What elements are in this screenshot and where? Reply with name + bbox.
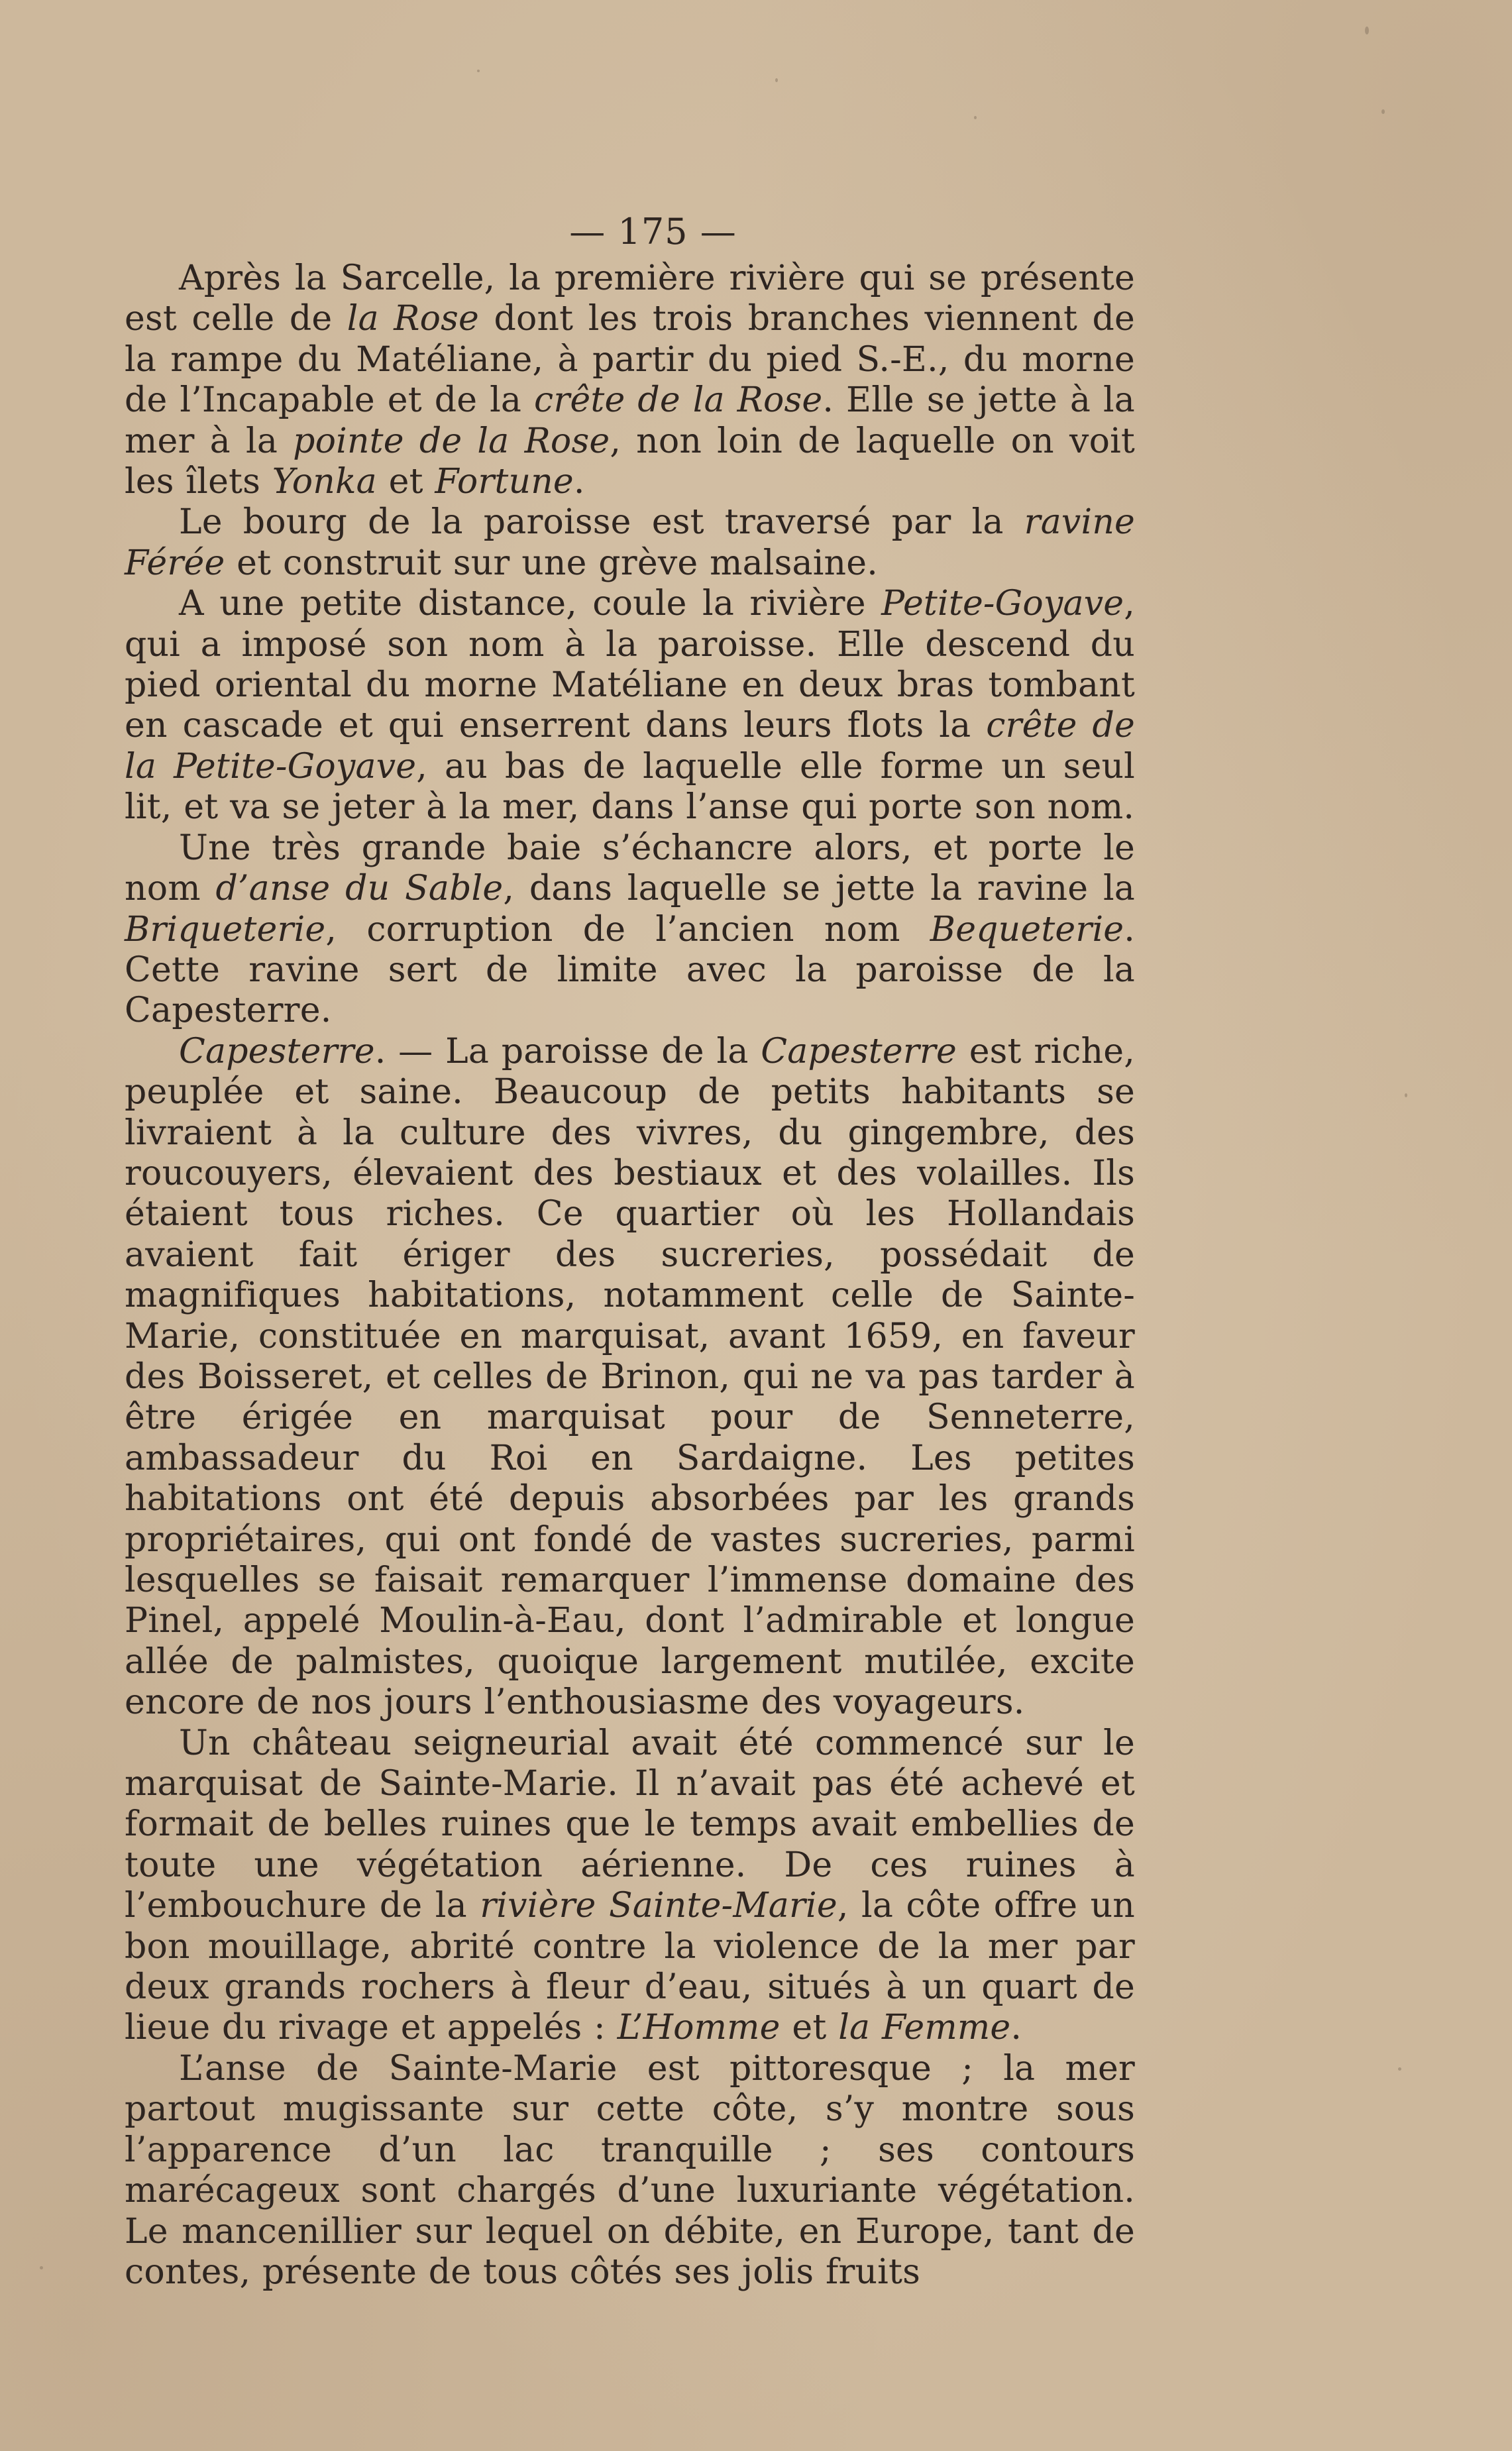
italic-run: Capesterre xyxy=(761,1031,957,1071)
italic-run: la Rose xyxy=(347,299,480,339)
italic-run: L’Homme xyxy=(617,2008,781,2048)
italic-run: Petite-Goyave xyxy=(881,584,1124,624)
text-run: . xyxy=(1010,2008,1022,2048)
text-run: . Elle se jette à la mer à la xyxy=(125,380,1136,461)
paragraph xyxy=(125,828,1135,1032)
text-run: Une très grande baie s’échancre alors, et porte le nom xyxy=(125,828,1135,909)
body-text xyxy=(125,258,1135,2293)
paper-speck xyxy=(477,70,480,72)
paper-speck xyxy=(1398,2067,1401,2071)
text-run: , non loin de laquelle on voit les îlets xyxy=(125,421,1136,502)
text-run: , dans laquelle se jette la ravine la xyxy=(503,869,1135,909)
paragraph xyxy=(125,258,1135,502)
italic-run: Bequeterie xyxy=(930,909,1124,950)
text-run: L’anse de Sainte-Marie est pittoresque ; la mer partout mugissante sur cette côte, s’y montre sous l’apparence d’un lac tranquille ; ses contours marécageux sont chargés d’une luxuriante végétation. Le mancenillier sur lequel on débite, en Europe, tant de contes, présente de tous côtés ses jolis fruits xyxy=(125,2048,1135,2292)
paper-speck xyxy=(775,78,778,82)
italic-run: ravine Férée xyxy=(125,502,1135,583)
italic-run: Capesterre xyxy=(179,1031,375,1071)
paragraph xyxy=(125,502,1135,584)
page-content xyxy=(125,212,1135,2293)
paragraph xyxy=(125,1032,1135,1723)
italic-run: rivière Sainte-Marie xyxy=(480,1886,837,1926)
paragraph xyxy=(125,1723,1135,2049)
paper-speck xyxy=(40,2266,43,2269)
italic-run: crête de la Rose xyxy=(534,380,823,421)
paragraph xyxy=(125,2049,1135,2293)
italic-run: Briqueterie xyxy=(125,909,326,950)
italic-run: la Femme xyxy=(838,2008,1011,2048)
italic-run: crête de la Petite-Goyave xyxy=(125,706,1135,787)
text-run: A une petite distance, coule la rivière xyxy=(179,584,882,624)
text-run: Le bourg de la paroisse est traversé par la xyxy=(179,502,1024,543)
text-run: . — La paroisse de la xyxy=(374,1031,761,1071)
text-run: , corruption de l’ancien nom xyxy=(325,909,930,950)
text-run: est riche, peuplée et saine. Beaucoup de petits habitants se livraient à la culture des vivres, du gingembre, des roucouyers, élevaient des bestiaux et des volailles. Ils étaient tous riches. Ce quartier où les Hollandais avaient fait ériger des sucreries, possédait de magnifiques habitations, notamment celle de Sainte-Marie, constituée en marquisat, avant 1659, en faveur des Boisseret, et celles de Brinon, qui ne va pas tarder à être érigée en marquisat pour de Senneterre, ambassadeur du Roi en Sardaigne. Les petites habitations ont été depuis absorbées par les grands propriétaires, qui ont fondé de vastes sucreries, parmi lesquelles se faisait remarquer l’immense domaine des Pinel, appelé Moulin-à-Eau, dont l’admirable et longue allée de palmistes, quoique largement mutilée, excite encore de nos jours l’enthousiasme des voyageurs. xyxy=(125,1031,1135,1723)
text-run: . Cette ravine sert de limite avec la paroisse de la Capesterre. xyxy=(125,909,1135,1031)
text-run: et construit sur une grève malsaine. xyxy=(225,543,878,583)
text-run: Après la Sarcelle, la première rivière qui se présente est celle de xyxy=(125,258,1135,339)
italic-run: d’anse du Sable xyxy=(215,869,504,909)
text-run: . xyxy=(573,462,585,502)
paper-speck xyxy=(1405,1093,1407,1097)
text-run: Un château seigneurial avait été commencé sur le marquisat de Sainte-Marie. Il n’avait pas été achevé et formait de belles ruines que le temps avait embellies de toute une végétation aérienne. De ces ruines à l’embouchure de la xyxy=(125,1723,1135,1926)
text-run: et xyxy=(376,462,435,502)
paper-speck xyxy=(1381,109,1385,114)
text-run: , au bas de laquelle elle forme un seul lit, et va se jeter à la mer, dans l’anse qui porte son nom. xyxy=(125,746,1136,828)
paper-speck xyxy=(974,116,977,119)
text-run: et xyxy=(780,2008,839,2048)
paragraph xyxy=(125,584,1135,828)
italic-run: Yonka xyxy=(272,462,377,502)
italic-run: Fortune xyxy=(435,462,574,502)
page-number: — 175 — xyxy=(569,211,737,252)
text-run: dont les trois branches viennent de la rampe du Matéliane, à partir du pied S.-E., du morne de l’Incapable et de la xyxy=(125,299,1136,421)
paper-speck xyxy=(1365,27,1369,34)
text-run: , qui a imposé son nom à la paroisse. Elle descend du pied oriental du morne Matéliane en deux bras tombant en cascade et qui enserrent dans leurs flots la xyxy=(125,584,1135,746)
text-run: , la côte offre un bon mouillage, abrité contre la violence de la mer par deux grands rochers à fleur d’eau, situés à un quart de lieue du rivage et appelés : xyxy=(125,1886,1135,2048)
italic-run: pointe de la Rose xyxy=(293,421,610,461)
